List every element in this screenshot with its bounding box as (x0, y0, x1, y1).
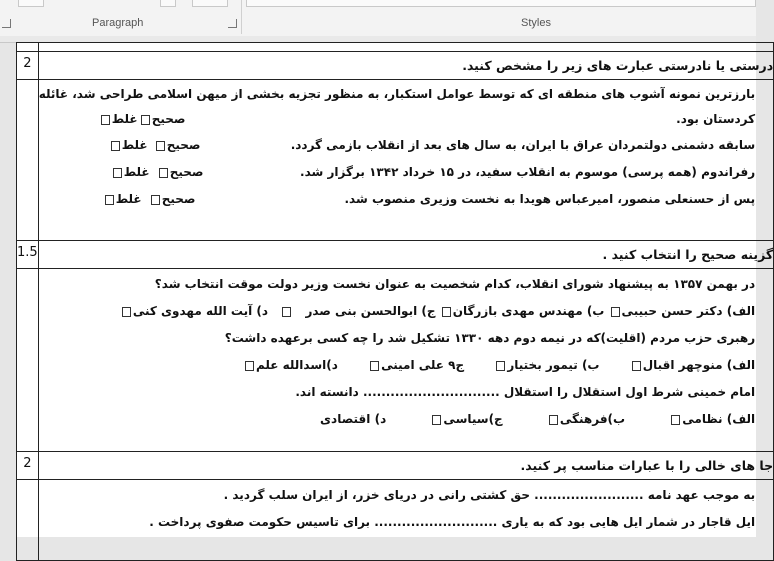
tf-question: پس از حسنعلی منصور، امیرعباس هویدا به نخست وزیری منصوب شد. صحیح غلط (39, 186, 773, 213)
mc-option[interactable]: الف) منوچهر اقبال (630, 358, 755, 372)
fill-blank-question: به موجب عهد نامه ........................ حق کشتی رانی در دریای خزر، از ایران سلب گردید . (223, 488, 756, 502)
mc-option[interactable]: د) اقتصادی (320, 412, 387, 426)
tf-false-option[interactable]: غلط (103, 186, 142, 213)
tf-question: سابقه دشمنی دولتمردان عراق با ایران، به سال های بعد از انقلاب بازمی گردد. صحیح غلط (39, 132, 773, 159)
mc-option[interactable]: الف) دکتر حسن حبیبی (609, 304, 756, 318)
paragraph-dialog-launcher-icon[interactable] (228, 19, 237, 28)
checkbox-icon[interactable] (549, 415, 558, 425)
mc-option[interactable]: د) آیت الله مهدوی کنی (120, 304, 268, 318)
ribbon-button[interactable] (18, 0, 44, 7)
section-title: درستی یا نادرستی عبارت های زیر را مشخص کنید. (38, 52, 773, 80)
tf-true-option[interactable]: صحیح (157, 159, 204, 186)
checkbox-icon[interactable] (111, 141, 120, 151)
mc-option[interactable]: ج۹ علی امینی (368, 358, 464, 372)
paragraph-group-label: Paragraph (92, 17, 144, 29)
checkbox-icon[interactable] (105, 195, 114, 205)
checkbox-icon[interactable] (122, 307, 131, 317)
mc-options (39, 352, 773, 379)
checkbox-icon[interactable] (671, 415, 680, 425)
checkbox-icon[interactable] (101, 115, 110, 125)
mc-option[interactable]: ب)فرهنگی (547, 412, 625, 426)
tf-true-option[interactable]: صحیح (139, 106, 186, 132)
mc-options (39, 406, 773, 433)
styles-gallery[interactable] (246, 0, 756, 7)
mc-option[interactable]: د)اسدالله علم (243, 358, 338, 372)
checkbox-icon[interactable] (611, 307, 620, 317)
ribbon (0, 0, 756, 37)
mc-question: در بهمن ۱۳۵۷ به پیشنهاد شورای انقلاب، کدام شخصیت به عنوان نخست وزیر دولت موقت انتخاب شد؟ (154, 277, 756, 291)
tf-question: رفراندوم (همه پرسی) موسوم به انقلاب سفید، در ۱۵ خرداد ۱۳۴۲ برگزار شد. صحیح غلط (39, 159, 773, 186)
mc-question: امام خمینی شرط اول استقلال را استقلال .............................. دانسته اند. (295, 385, 756, 399)
section-title: جا های خالی را با عبارات مناسب پر کنید. (38, 452, 773, 480)
checkbox-icon[interactable] (159, 168, 168, 178)
checkbox-icon[interactable] (282, 307, 291, 317)
checkbox-icon[interactable] (151, 195, 160, 205)
mc-options (39, 298, 773, 325)
mc-option[interactable]: ج)سیاسی (430, 412, 502, 426)
checkbox-icon[interactable] (156, 141, 165, 151)
document-page[interactable] (16, 42, 774, 537)
checkbox-icon[interactable] (442, 307, 451, 317)
tf-question-cont: کردستان بود. صحیح غلط (39, 106, 773, 132)
tf-false-option[interactable]: غلط (111, 159, 150, 186)
mc-option[interactable]: ب) تیمور بختیار (494, 358, 599, 372)
tf-true-option[interactable]: صحیح (149, 186, 196, 213)
styles-group-label: Styles (521, 17, 551, 29)
ribbon-button[interactable] (192, 0, 228, 7)
mc-question: رهبری حزب مردم (اقلیت)که در نیمه دوم دهه ۱۳۳۰ تشکیل شد را چه کسی برعهده داشت؟ (224, 331, 756, 345)
score-cell: 2 (17, 52, 39, 80)
fill-blank-question: ایل قاجار در شمار ایل هایی بود که به یاری ........................... برای تاسیس حکومت صفوی پرداخت . (149, 515, 756, 529)
tf-question: بارزترین نمونه آشوب های منطقه ای که توسط عوامل استکبار، به منظور تجزیه بخشی از میهن اسلامی طراحی شد، غائله (38, 87, 756, 101)
score-cell: 2 (17, 452, 39, 480)
tf-false-option[interactable]: غلط (99, 106, 138, 132)
score-cell: 1.5 (17, 241, 39, 269)
checkbox-icon[interactable] (141, 115, 150, 125)
checkbox-icon[interactable] (370, 361, 379, 371)
checkbox-icon[interactable] (632, 361, 641, 371)
exam-table (16, 42, 774, 561)
mc-option[interactable]: الف) نظامی (669, 412, 755, 426)
dialog-launcher-icon[interactable] (2, 19, 11, 28)
checkbox-icon[interactable] (113, 168, 122, 178)
checkbox-icon[interactable] (245, 361, 254, 371)
mc-option[interactable]: ج) ابوالحسن بنی صدر (305, 304, 436, 318)
checkbox-icon[interactable] (432, 415, 441, 425)
mc-option[interactable]: ب) مهندس مهدی بازرگان (440, 304, 605, 318)
section-title: گزینه صحیح را انتخاب کنید . (38, 241, 773, 269)
ribbon-separator (241, 0, 242, 34)
ribbon-button[interactable] (160, 0, 176, 7)
tf-false-option[interactable]: غلط (109, 132, 148, 159)
tf-true-option[interactable]: صحیح (154, 132, 201, 159)
checkbox-icon[interactable] (496, 361, 505, 371)
